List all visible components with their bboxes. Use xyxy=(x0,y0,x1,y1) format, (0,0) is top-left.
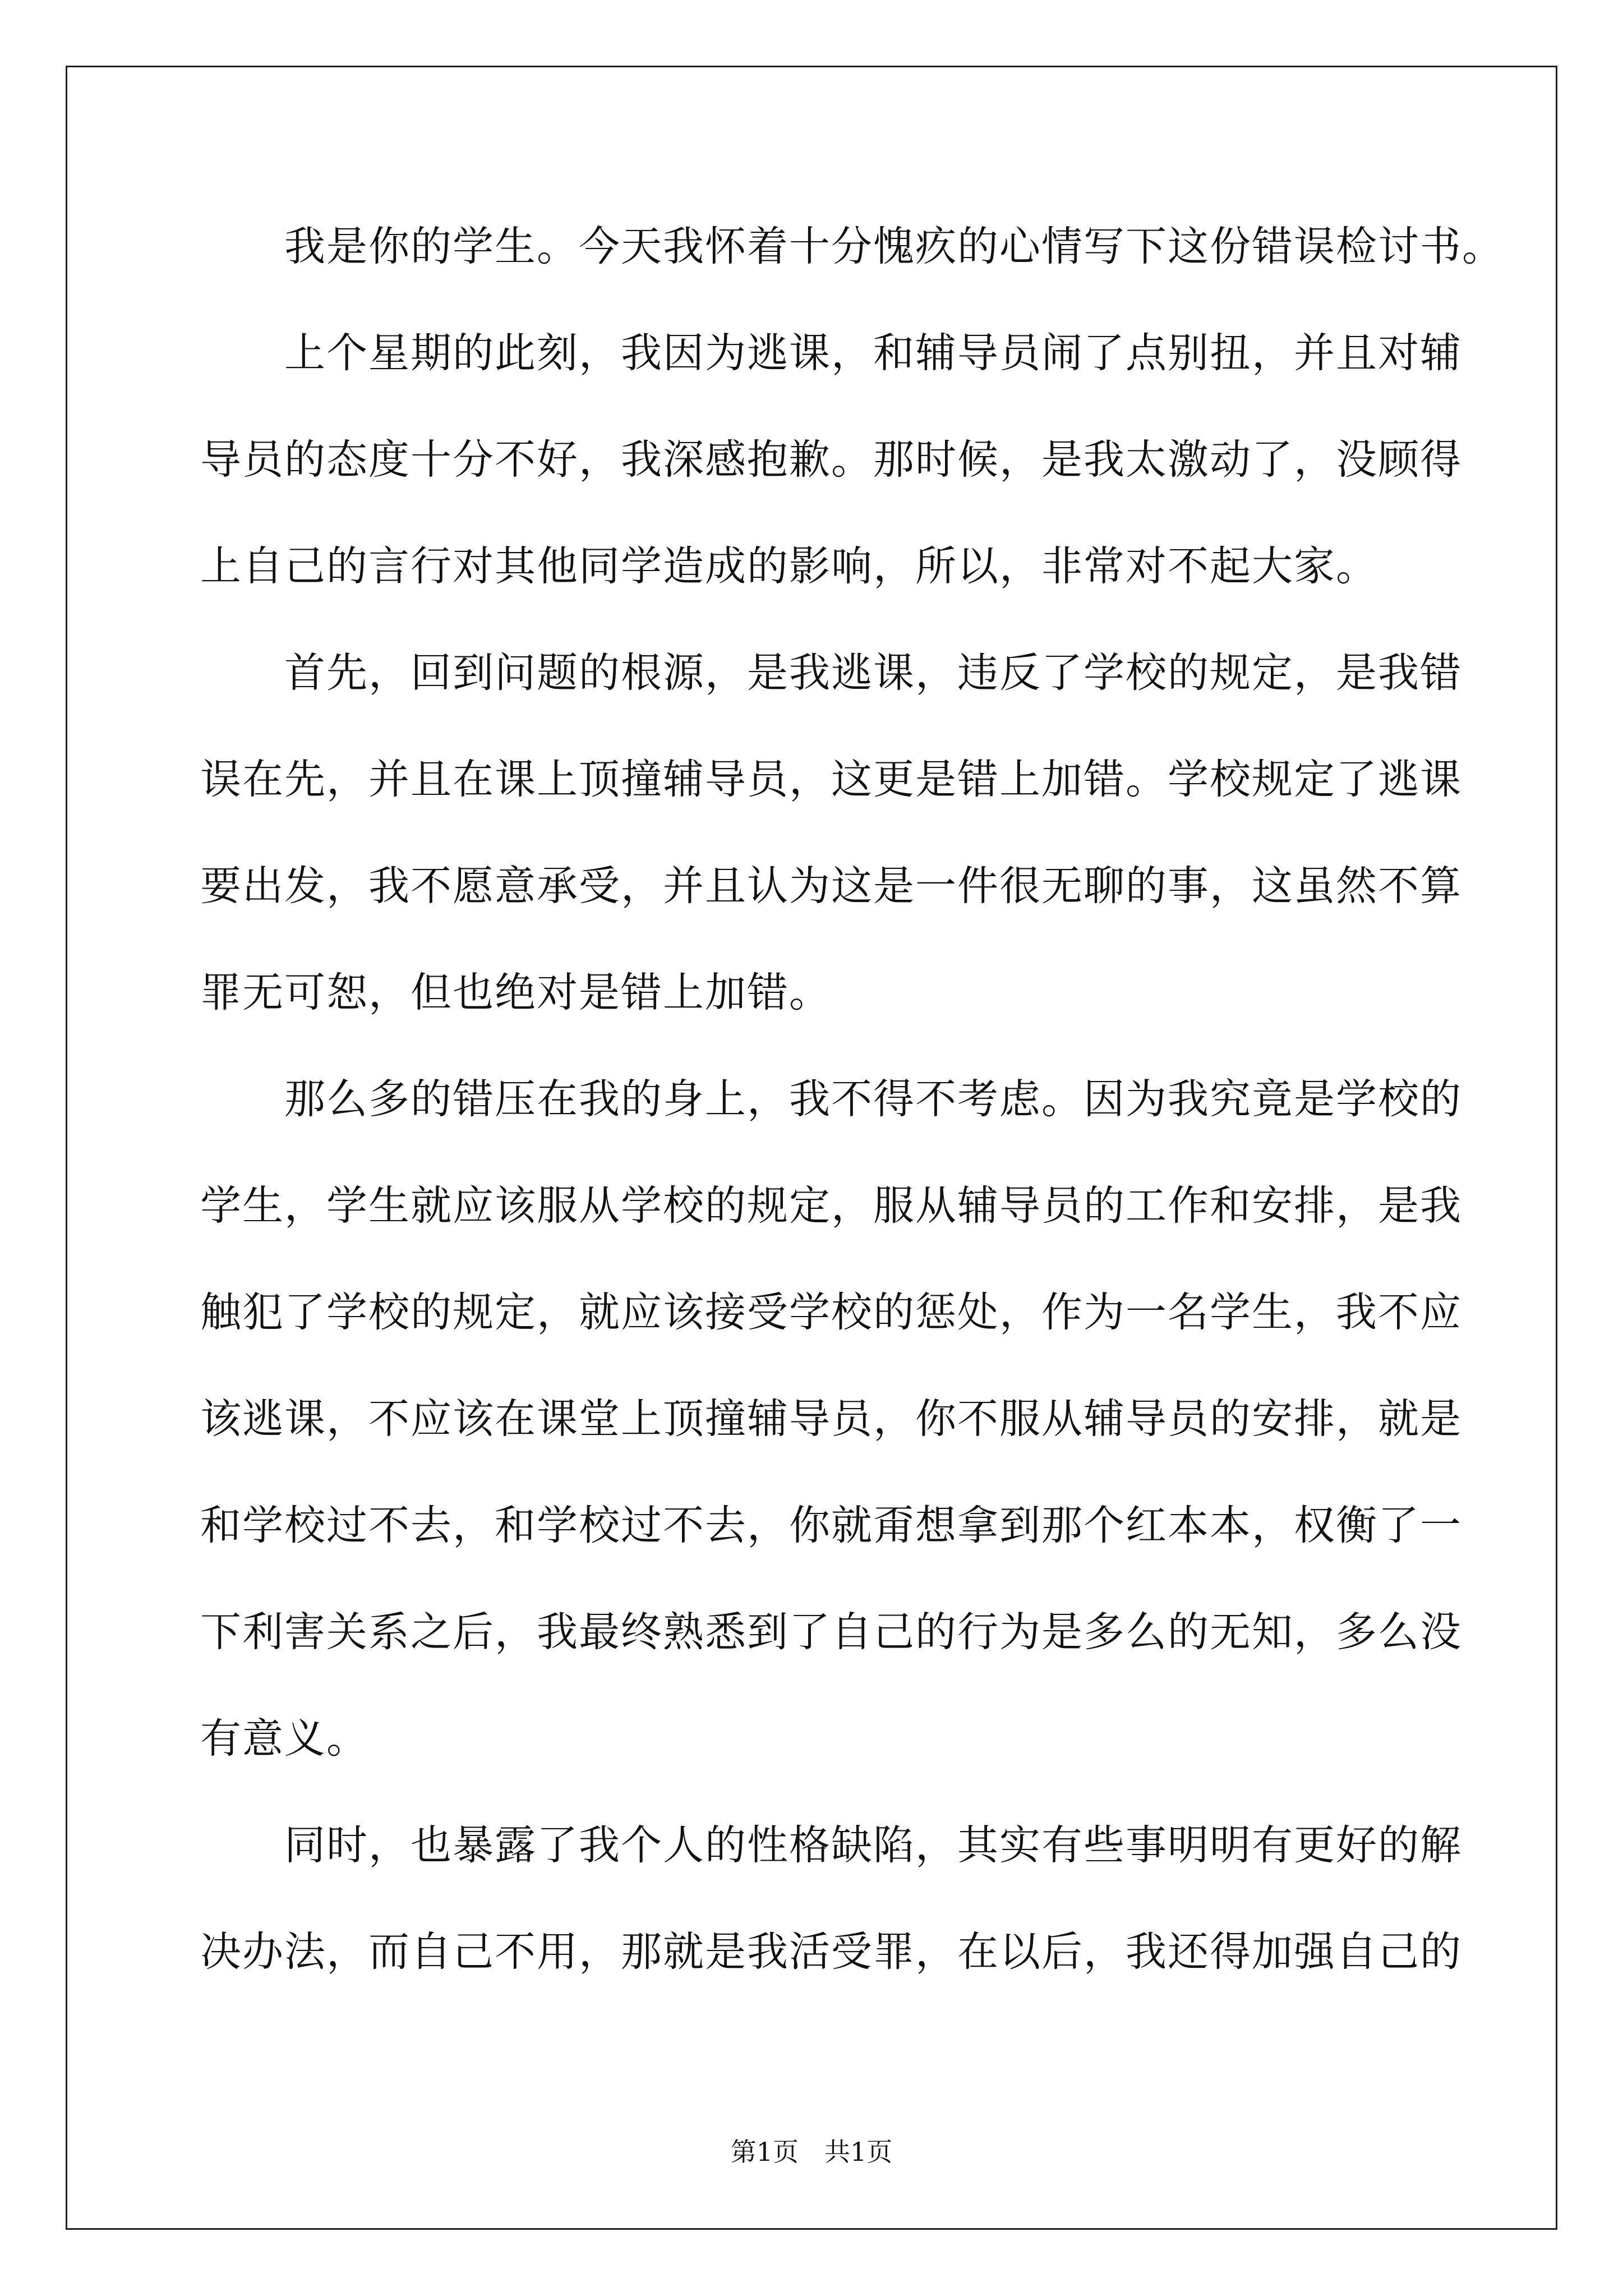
text-line: 同时，也暴露了我个人的性格缺陷，其实有些事明明有更好的解 xyxy=(200,1821,1462,1869)
text-line: 触犯了学校的规定，就应该接受学校的惩处，作为一名学生，我不应 xyxy=(200,1289,1462,1336)
text-line: 决办法，而自己不用，那就是我活受罪，在以后，我还得加强自己的 xyxy=(200,1928,1462,1976)
text-line: 罪无可恕，但也绝对是错上加错。 xyxy=(200,969,831,1016)
text-line: 上个星期的此刻，我因为逃课，和辅导员闹了点别扭，并且对辅 xyxy=(200,329,1462,377)
text-line: 首先，回到问题的根源，是我逃课，违反了学校的规定，是我错 xyxy=(200,649,1462,697)
text-line: 上自己的言行对其他同学造成的影响，所以，非常对不起大家。 xyxy=(200,542,1378,590)
text-line: 误在先，并且在课上顶撞辅导员，这更是错上加错。学校规定了逃课 xyxy=(200,756,1462,803)
text-line: 下利害关系之后，我最终熟悉到了自己的行为是多么的无知，多么没 xyxy=(200,1608,1462,1656)
text-line: 和学校过不去，和学校过不去，你就甭想拿到那个红本本，权衡了一 xyxy=(200,1502,1462,1549)
text-line: 那么多的错压在我的身上，我不得不考虑。因为我究竟是学校的 xyxy=(200,1075,1462,1123)
text-line: 该逃课，不应该在课堂上顶撞辅导员，你不服从辅导员的安排，就是 xyxy=(200,1395,1462,1443)
text-line: 学生，学生就应该服从学校的规定，服从辅导员的工作和安排，是我 xyxy=(200,1182,1462,1230)
text-line: 有意义。 xyxy=(200,1715,368,1763)
page-footer: 第1页 共1页 xyxy=(730,2137,893,2167)
text-line: 我是你的学生。今天我怀着十分愧疚的心情写下这份错误检讨书。 xyxy=(200,223,1504,270)
text-line: 导员的态度十分不好，我深感抱歉。那时候，是我太激动了，没顾得 xyxy=(200,436,1462,484)
text-line: 要出发，我不愿意承受，并且认为这是一件很无聊的事，这虽然不算 xyxy=(200,862,1462,910)
page-border xyxy=(66,66,1557,2230)
